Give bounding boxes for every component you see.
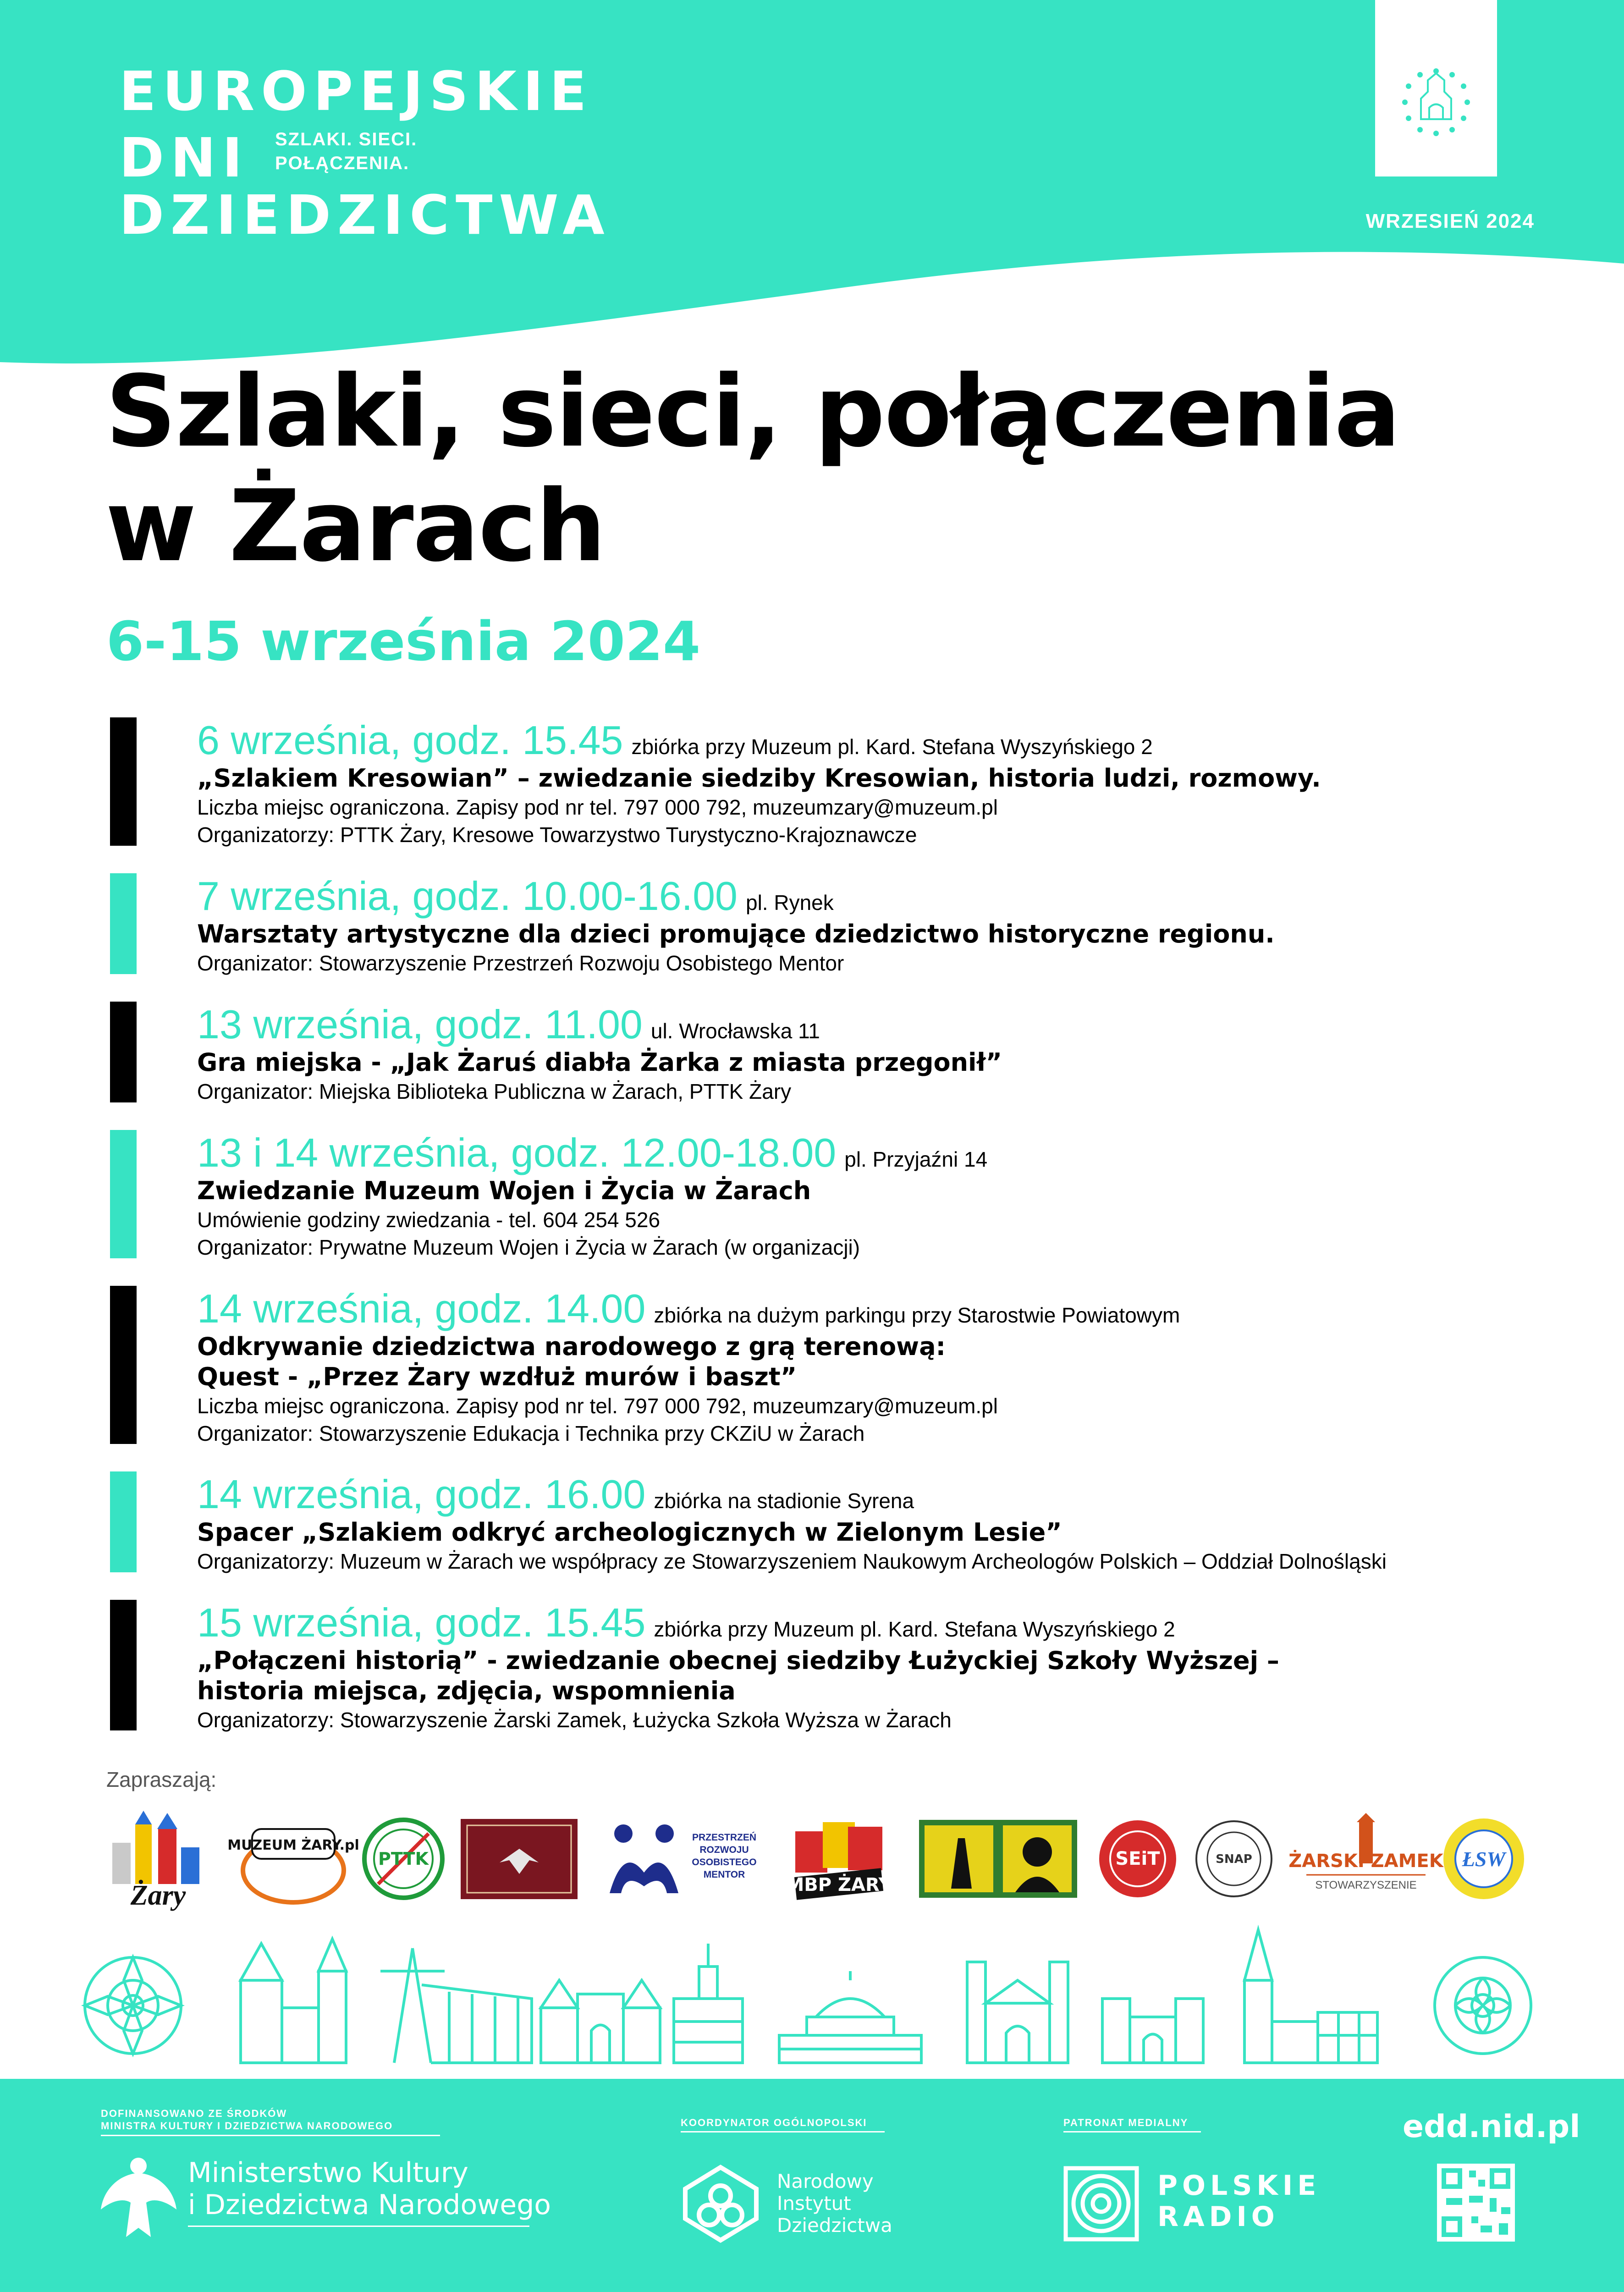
- event-location: pl. Przyjaźni 14: [844, 1147, 988, 1171]
- town-hall-icon: [674, 1944, 743, 2063]
- event-title: Warsztaty artystyczne dla dzieci promujące dziedzictwo historyczne regionu.: [197, 920, 1275, 948]
- event-title: Odkrywanie dziedzictwa narodowego z grą terenową:: [197, 1332, 946, 1361]
- brand-line-1: EUROPEJSKIE: [119, 60, 593, 123]
- mbp-zary-logo-text: MBP ŻARY: [786, 1874, 892, 1895]
- lsw-logo-text: ŁSW: [1462, 1847, 1506, 1871]
- website-link[interactable]: edd.nid.pl: [1403, 2109, 1580, 2145]
- event-date: 13 i 14 września, godz. 12.00-18.00: [197, 1130, 837, 1175]
- event-item: [110, 1286, 1531, 1444]
- event-location: ul. Wrocławska 11: [650, 1019, 820, 1043]
- event-marker: [110, 1600, 137, 1730]
- funding-label-2: MINISTRA KULTURY I DZIEDZICTWA NARODOWEGO: [101, 2120, 393, 2132]
- coordinator-rule: [681, 2131, 885, 2132]
- pttk-logo: [360, 1806, 447, 1912]
- event-marker: [110, 1471, 137, 1572]
- mbp-zary-logo: [786, 1806, 892, 1912]
- event-title-line-2: Quest - „Przez Żary wzdłuż murów i baszt”: [197, 1362, 797, 1391]
- coordinator-label: KOORDYNATOR OGÓLNOPOLSKI: [681, 2117, 867, 2128]
- nid-logo-icon: [681, 2164, 761, 2244]
- event-info: Liczba miejsc ograniczona. Zapisy pod nr tel. 797 000 792, muzeumzary@muzeum.pl: [197, 1394, 998, 1418]
- landmarks-illustration: [83, 1930, 1549, 2067]
- funding-label-1: DOFINANSOWANO ZE ŚRODKÓW: [101, 2108, 287, 2119]
- seit-logo: [1098, 1806, 1178, 1912]
- event-title-line-2: historia miejsca, zdjęcia, wspomnienia: [197, 1676, 736, 1705]
- event-location: pl. Rynek: [745, 891, 834, 915]
- zarski-zamek-logo-subtext: STOWARZYSZENIE: [1315, 1879, 1417, 1891]
- seit-logo-text: SEiT: [1115, 1848, 1160, 1869]
- event-marker: [110, 717, 137, 846]
- event-info: Liczba miejsc ograniczona. Zapisy pod nr tel. 797 000 792, muzeumzary@muzeum.pl: [197, 795, 998, 819]
- funding-rule: [101, 2135, 440, 2136]
- zary-city-logo: [103, 1806, 213, 1912]
- event-title: Gra miejska - „Jak Żaruś diabła Żarka z miasta przegonił”: [197, 1048, 1002, 1077]
- event-date: 14 września, godz. 14.00: [197, 1286, 646, 1331]
- event-item: [110, 873, 1531, 974]
- event-item: [110, 717, 1531, 846]
- spire-church-icon: [1244, 1930, 1377, 2063]
- brand-tagline-1: SZLAKI. SIECI.: [275, 129, 418, 149]
- event-title: „Szlakiem Kresowian” – zwiedzanie siedziby Kresowian, historia ludzi, rozmowy.: [197, 764, 1321, 793]
- invite-label: Zapraszają:: [106, 1768, 217, 1791]
- event-item: [110, 1130, 1531, 1258]
- event-marker: [110, 1002, 137, 1102]
- event-date: 13 września, godz. 11.00: [197, 1002, 643, 1047]
- date-range: 6-15 września 2024: [106, 610, 701, 673]
- header-band: [0, 0, 1624, 376]
- event-title: „Połączeni historią” - zwiedzanie obecnej siedziby Łużyckiej Szkoły Wyższej –: [197, 1646, 1279, 1675]
- event-organizer: Organizator: Miejska Biblioteka Publiczna w Żarach, PTTK Żary: [197, 1080, 792, 1103]
- nid-name-1: Narodowy: [777, 2170, 874, 2193]
- event-organizer: Organizator: Stowarzyszenie Edukacja i Technika przy CKZiU w Żarach: [197, 1421, 865, 1445]
- polskie-radio-name-1: POLSKIE: [1157, 2170, 1321, 2202]
- polskie-radio-name-2: RADIO: [1157, 2201, 1279, 2233]
- event-organizer: Organizatorzy: Muzeum w Żarach we współpracy ze Stowarzyszeniem Naukowym Archeologów Polskich – Oddział Dolnośląski: [197, 1549, 1387, 1573]
- event-organizer: Organizator: Prywatne Muzeum Wojen i Życia w Żarach (w organizacji): [197, 1235, 860, 1259]
- brand-line-3: DZIEDZICTWA: [119, 183, 611, 247]
- castle-stars-icon: [1375, 0, 1497, 176]
- mine-headframe-icon: [380, 1948, 532, 2063]
- event-location: zbiórka na stadionie Syrena: [654, 1489, 914, 1513]
- event-date: 7 września, godz. 10.00-16.00: [197, 873, 738, 919]
- event-title: Spacer „Szlakiem odkryć archeologicznych w Zielonym Lesie”: [197, 1518, 1062, 1547]
- mentor-logo-text: PRZESTRZEŃ ROZWOJU OSOBISTEGO MENTOR: [692, 1832, 757, 1880]
- polish-eagle-icon: [99, 2150, 179, 2242]
- event-marker: [110, 873, 137, 974]
- event-info: Umówienie godziny zwiedzania - tel. 604 254 526: [197, 1208, 661, 1232]
- event-marker: [110, 1286, 137, 1444]
- zarski-zamek-logo-text: ŻARSKI ZAMEK: [1288, 1851, 1443, 1872]
- edd-logo-box: [1375, 0, 1497, 176]
- event-date: 15 września, godz. 15.45: [197, 1600, 646, 1645]
- zarski-zamek-logo: [1288, 1806, 1443, 1912]
- qr-code-icon[interactable]: [1437, 2164, 1515, 2242]
- event-location: zbiórka przy Muzeum pl. Kard. Stefana Wyszyńskiego 2: [631, 735, 1153, 759]
- rosette-icon: [1435, 1957, 1531, 2054]
- event-organizer: Organizatorzy: Stowarzyszenie Żarski Zamek, Łużycka Szkoła Wyższa w Żarach: [197, 1708, 952, 1732]
- brand-line-2: DNI: [119, 126, 249, 189]
- muzeum-zary-logo: [227, 1806, 359, 1912]
- patron-rule: [1063, 2131, 1201, 2132]
- footer: [0, 2079, 1624, 2292]
- lsw-logo: [1442, 1806, 1526, 1912]
- event-marker: [110, 1130, 137, 1258]
- ministry-name-1: Ministerstwo Kultury: [188, 2157, 468, 2189]
- tower-gate-icon: [541, 1980, 660, 2063]
- event-date: 14 września, godz. 16.00: [197, 1471, 646, 1517]
- city-wall-icon: [1102, 1999, 1203, 2063]
- snap-logo: [1194, 1806, 1274, 1912]
- polskie-radio-icon: [1063, 2166, 1139, 2242]
- event-location: zbiórka na dużym parkingu przy Starostwie Powiatowym: [654, 1303, 1180, 1327]
- mentor-logo: [603, 1806, 763, 1912]
- snap-logo-text: SNAP: [1216, 1852, 1252, 1866]
- header-month: WRZESIEŃ 2024: [1365, 210, 1535, 232]
- zary-city-logo-text: Żary: [130, 1880, 186, 1911]
- event-title: Zwiedzanie Muzeum Wojen i Życia w Żarach: [197, 1176, 811, 1205]
- nid-name-3: Dziedzictwa: [777, 2214, 892, 2237]
- event-item: [110, 1471, 1531, 1572]
- brand-tagline-2: POŁĄCZENIA.: [275, 153, 410, 173]
- dome-building-icon: [779, 1971, 921, 2063]
- pttk-logo-text: PTTK: [378, 1849, 429, 1869]
- event-item: [110, 1002, 1531, 1102]
- page-title-line-2: w Żarach: [105, 468, 606, 584]
- rosette-icon: [85, 1957, 181, 2054]
- event-date: 6 września, godz. 15.45: [197, 717, 623, 763]
- muzeum-wojen-logo: [919, 1806, 1077, 1912]
- nid-name-2: Instytut: [777, 2192, 851, 2215]
- ministry-name-2: i Dziedzictwa Narodowego: [188, 2189, 551, 2221]
- event-organizer: Organizator: Stowarzyszenie Przestrzeń Rozwoju Osobistego Mentor: [197, 951, 844, 975]
- event-item: [110, 1600, 1531, 1730]
- muzeum-zary-logo-text: MUZEUM ŻARY.pl: [227, 1837, 359, 1853]
- kresowe-towarzystwo-logo: [461, 1806, 578, 1912]
- patron-label: PATRONAT MEDIALNY: [1063, 2117, 1189, 2128]
- castle-icon: [241, 1939, 346, 2063]
- page-title-line-1: Szlaki, sieci, połączenia: [105, 354, 1400, 469]
- event-organizer: Organizatorzy: PTTK Żary, Kresowe Towarzystwo Turystyczno-Krajoznawcze: [197, 823, 917, 847]
- ministry-rule: [188, 2226, 529, 2227]
- event-location: zbiórka przy Muzeum pl. Kard. Stefana Wyszyńskiego 2: [654, 1617, 1175, 1641]
- church-icon: [967, 1962, 1068, 2063]
